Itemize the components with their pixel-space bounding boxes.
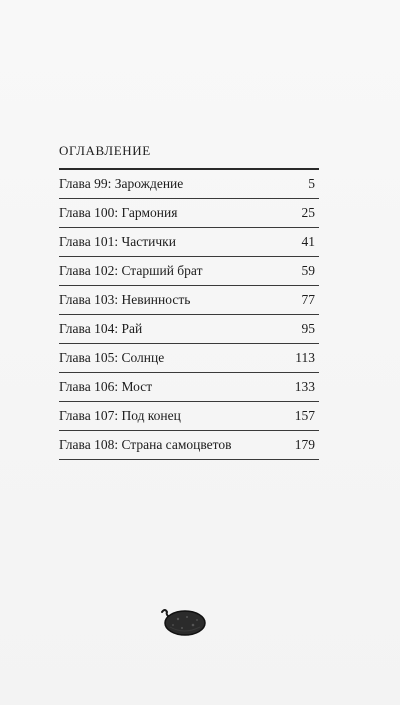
toc-row <box>59 199 319 228</box>
chapter-title: Глава 103: Невинность <box>59 292 191 307</box>
toc-row <box>59 257 319 286</box>
chapter-page-number: 113 <box>295 350 315 365</box>
chapter-title: Глава 99: Зарождение <box>59 176 184 191</box>
toc-row <box>59 315 319 344</box>
chapter-title: Глава 102: Старший брат <box>59 263 203 278</box>
chapter-page-number: 59 <box>301 263 315 278</box>
toc-row <box>59 402 319 431</box>
toc-row <box>59 431 319 460</box>
chapter-page-number: 25 <box>301 205 315 220</box>
chapter-title: Глава 100: Гармония <box>59 205 178 220</box>
chapter-page-number: 95 <box>301 321 315 336</box>
toc-row <box>59 228 319 257</box>
toc-row <box>59 170 319 199</box>
chapter-page-number: 77 <box>301 292 315 307</box>
chapter-title: Глава 104: Рай <box>59 321 143 336</box>
chapter-title: Глава 106: Мост <box>59 379 153 394</box>
toc-heading: ОГЛАВЛЕНИЕ <box>59 143 151 158</box>
chapter-title: Глава 107: Под конец <box>59 408 181 423</box>
table-of-contents <box>59 168 319 460</box>
toc-row <box>59 344 319 373</box>
chapter-title: Глава 105: Солнце <box>59 350 165 365</box>
toc-row <box>59 286 319 315</box>
chapter-page-number: 157 <box>294 408 315 423</box>
chapter-page-number: 5 <box>308 176 315 191</box>
chapter-page-number: 41 <box>301 234 315 249</box>
toc-row <box>59 373 319 402</box>
chapter-title: Глава 108: Страна самоцветов <box>59 437 232 452</box>
chapter-title: Глава 101: Частички <box>59 234 176 249</box>
gem-stone-icon <box>158 603 218 639</box>
chapter-page-number: 133 <box>294 379 315 394</box>
chapter-page-number: 179 <box>294 437 315 452</box>
